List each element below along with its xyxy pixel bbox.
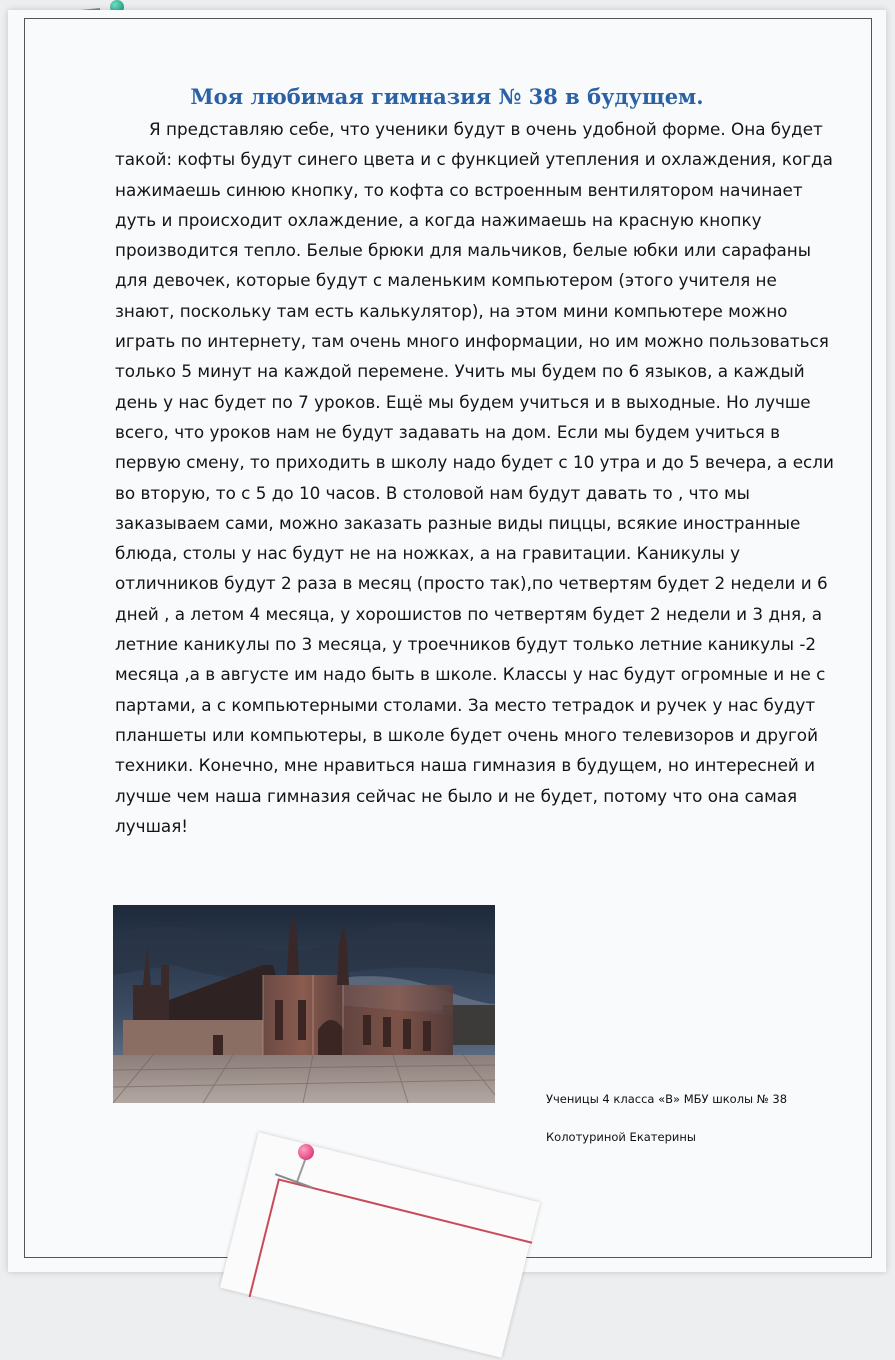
essay-sheet	[8, 10, 886, 1272]
push-pin-icon	[270, 1140, 330, 1200]
cathedral-photo	[113, 905, 495, 1103]
author-class-caption: Ученицы 4 класса «В» МБУ школы № 38	[546, 1092, 788, 1106]
essay-text: Я представляю себе, что ученики будут в очень удобной форме. Она будет такой: кофты будут синего цвета и с функцией утепления и охлаждения, когда нажимаешь синюю кнопку, то кофта со встроенным вентилятором начинает дуть и происходит охлаждение, а когда нажимаешь на красную кнопку производится тепло. Белые брюки для мальчиков, белые юбки или сарафаны для девочек, которые будут с маленьким компьютером (этого учителя не знают, поскольку там есть калькулятор), на этом мини компьютере можно играть по интернету, там очень много информации, но им можно пользоваться только 5 минут на каждой перемене. Учить мы будем по 6 языков, а каждый день у нас будет по 7 уроков. Ещё мы будем учиться и в выходные. Но лучше всего, что уроков нам не будут задавать на дом. Если мы будем учиться в первую смену, то приходить в школу надо будет с 10 утра и до 5 вечера, а если во вторую, то с 5 до 10 часов. В столовой нам будут давать то , что мы заказываем сами, можно заказать разные виды пиццы, всякие иностранные блюда, столы у нас будут не на ножках, а на гравитации. Каникулы у отличников будут 2 раза в месяц (просто так),по четвертям будет 2 недели и 6 дней , а летом 4 месяца, у хорошистов по четвертям будет 2 недели и 3 дня, а летние каникулы по 3 месяца, у троечников будут только летние каникулы -2 месяца ,а в августе им надо быть в школе. Классы у нас будут огромные и не с партами, а с компьютерными столами. За место тетрадок и ручек у нас будут планшеты или компьютеры, в школе будет очень много телевизоров и другой техники. Конечно, мне нравиться наша гимназия в будущем, но интересней и лучше чем наша гимназия сейчас не было и не будет, потому что она самая лучшая!	[115, 119, 834, 836]
page-title: Моя любимая гимназия № 38 в будущем.	[190, 84, 704, 109]
author-name-caption: Колотуриной Екатерины	[546, 1130, 696, 1144]
